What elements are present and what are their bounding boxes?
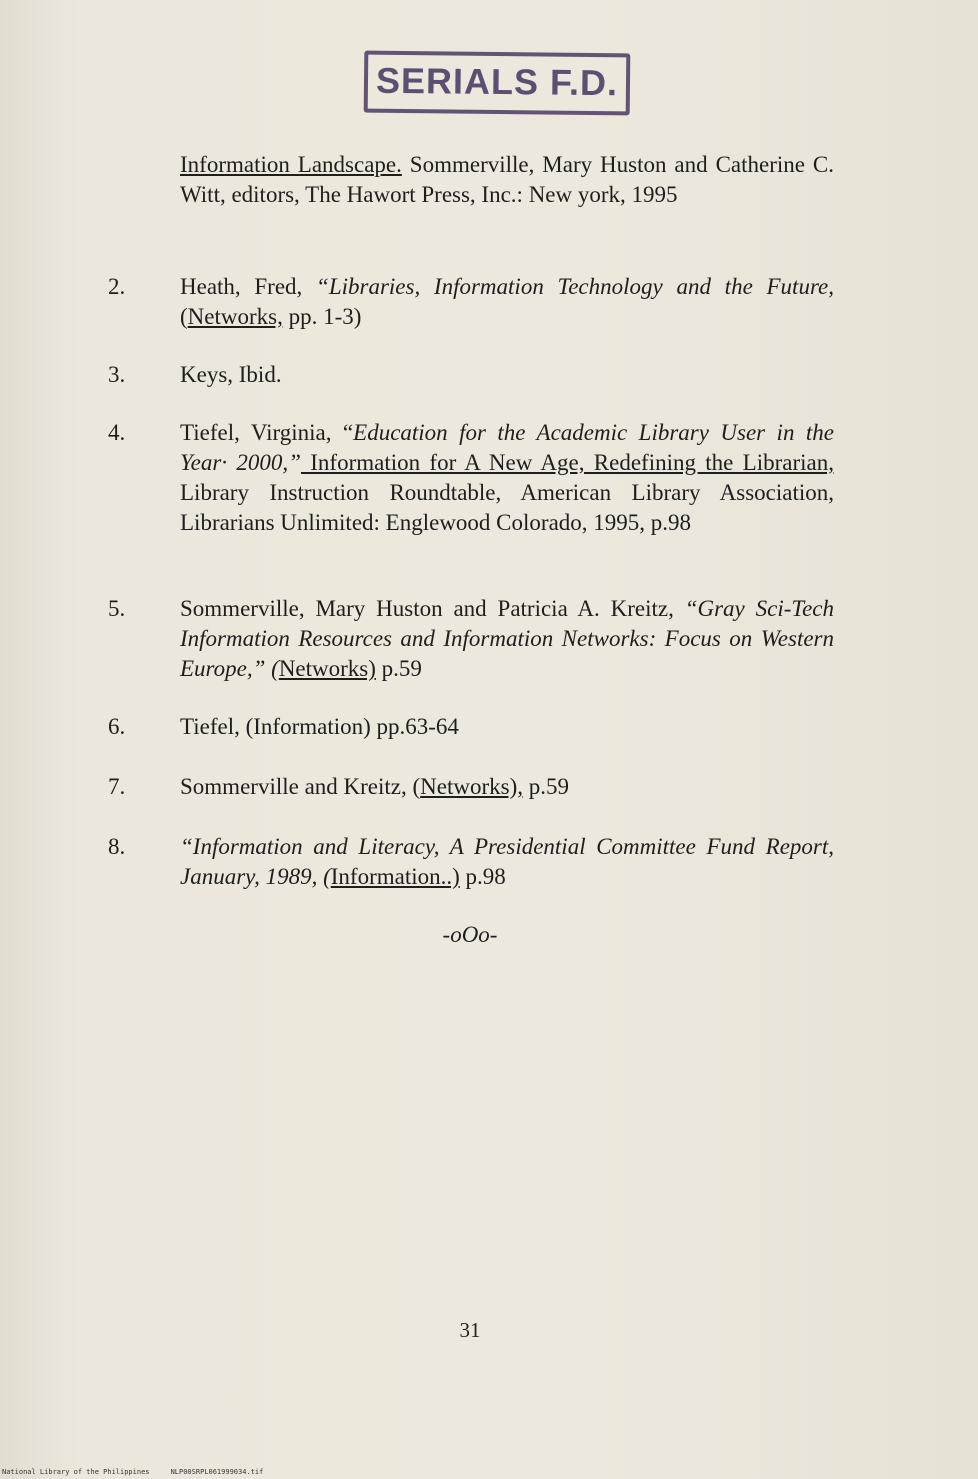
closing-mark: -oOo-	[442, 922, 498, 947]
footnote-3-text: Keys, Ibid.	[180, 362, 282, 387]
footnote-7	[180, 772, 834, 802]
footnote-4-source: Information for A New Age, Redefining the Librarian,	[300, 450, 834, 475]
footnote-4	[180, 418, 834, 538]
footnote-5-author: Sommerville, Mary Huston and Patricia A. Kreitz,	[180, 596, 685, 621]
footnote-5-title: “Gray Sci-Tech Information Resources and Information Networks: Focus on Western Europe,” (	[180, 596, 834, 681]
stamp-text: SERIALS F.D.	[375, 59, 619, 104]
footnote-7-number: 7.	[108, 774, 126, 799]
footnote-2-number: 2.	[108, 274, 126, 299]
footnote-6	[180, 712, 834, 742]
footnote-3	[180, 360, 834, 390]
footnote-7-source: Networks),	[420, 774, 523, 799]
footnote-2-title: “Libraries, Information Technology and the Future,	[316, 274, 835, 299]
footnote-8-number: 8.	[108, 834, 126, 859]
footnote-4-number: 4.	[108, 420, 126, 445]
footnote-2-author: Heath, Fred,	[180, 274, 317, 299]
footnote-7-author: Sommerville and Kreitz, (	[180, 774, 421, 799]
page-number: 31	[459, 1318, 481, 1342]
footnote-1-title: Information Landscape.	[180, 152, 402, 177]
footnote-7-page: p.59	[523, 774, 569, 799]
footnote-5	[180, 594, 834, 684]
footnote-1-body: Sommerville, Mary Huston and Catherine C. Witt, editors, The Hawort Press, Inc.: New york, 1995	[180, 152, 834, 207]
footnote-3-number: 3.	[108, 362, 126, 387]
footnote-1-continued	[180, 150, 834, 210]
footnote-6-text: Tiefel, (Information) pp.63-64	[180, 714, 459, 739]
footnote-5-source: Networks)	[278, 656, 376, 681]
footnote-2	[180, 272, 834, 332]
footnote-8-source: Information..)	[330, 864, 460, 889]
footnote-2-paren: (	[180, 304, 188, 329]
footnote-4-title: Education for the Academic Library User in the Year· 2000,”	[180, 420, 834, 475]
archive-footer: National Library of the Philippines NLP00SRPL061999034.tif	[2, 1468, 264, 1476]
footnote-5-number: 5.	[108, 596, 126, 621]
footnote-2-source: Networks,	[187, 304, 283, 329]
footnote-8-page: p.98	[459, 864, 506, 889]
footnote-2-pages: pp. 1-3)	[282, 304, 362, 329]
footnote-4-publisher: Library Instruction Roundtable, American Library Association, Librarians Unlimited: Englewood Colorado, 1995, p.98	[180, 480, 834, 535]
serials-stamp	[364, 51, 631, 116]
footnote-5-page: p.59	[375, 656, 422, 681]
footnote-4-author: Tiefel, Virginia, “	[180, 420, 354, 445]
footnote-6-number: 6.	[108, 714, 126, 739]
footnote-8-title: “Information and Literacy, A Presidential Committee Fund Report, January, 1989, (	[180, 834, 834, 889]
footnote-8	[180, 832, 834, 892]
